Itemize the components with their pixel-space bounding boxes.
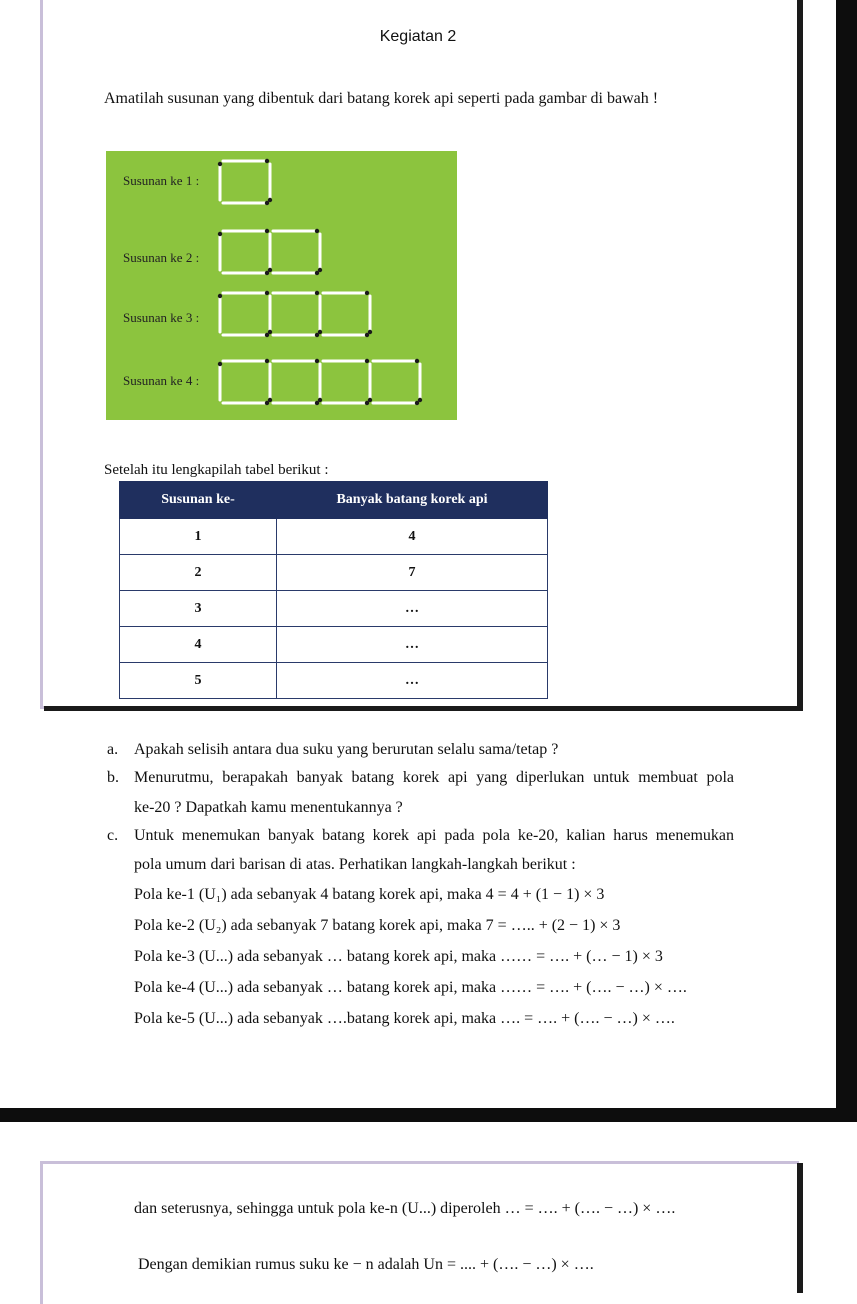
page-title: Kegiatan 2 <box>379 28 457 45</box>
pola-4: Pola ke-4 (U...) ada sebanyak … batang korek api, maka …… = …. + (…. − …) × …. <box>134 979 687 996</box>
matchstick-head <box>418 398 422 402</box>
question-c-line2: pola umum dari barisan di atas. Perhatikan langkah-langkah berikut : <box>134 856 576 873</box>
pola-1: Pola ke-1 (U₁) ada sebanyak 4 batang korek api, maka 4 = 4 + (1 − 1) × 3 <box>134 886 605 903</box>
matchstick-head <box>365 359 369 363</box>
matchstick-head <box>265 159 269 163</box>
matchstick-head <box>265 359 269 363</box>
page2-line2: Dengan demikian rumus suku ke − n adalah Un = .... + (…. − …) × …. <box>138 1256 594 1273</box>
figure-label-3: Susunan ke 3 : <box>123 310 200 325</box>
question-b-letter: b. <box>107 769 119 786</box>
matchstick-table <box>119 481 548 699</box>
page-2 <box>40 1161 799 1304</box>
question-a: Apakah selisih antara dua suku yang berurutan selalu sama/tetap ? <box>134 741 559 758</box>
question-b-line1: Menurutmu, berapakah banyak batang korek api yang diperlukan untuk membuat pola <box>134 769 734 786</box>
table-cell-banyak: 7 <box>277 555 548 591</box>
matchstick-head <box>318 398 322 402</box>
matchstick-head <box>315 229 319 233</box>
matchstick-head <box>318 268 322 272</box>
figure-label-1: Susunan ke 1 : <box>123 173 200 188</box>
matchstick-head <box>218 294 222 298</box>
page2-line1: dan seterusnya, sehingga untuk pola ke-n (U...) diperoleh … = …. + (…. − …) × …. <box>134 1200 676 1217</box>
matchstick-drawing <box>106 151 457 420</box>
table-row <box>120 663 548 699</box>
table-cell-susunan: 1 <box>120 519 277 555</box>
matchstick-head <box>268 268 272 272</box>
viewer-side-strip <box>836 0 857 1108</box>
table-cell-banyak: … <box>277 663 548 699</box>
matchstick-head <box>318 330 322 334</box>
question-a-letter: a. <box>107 741 119 758</box>
matchstick-head <box>218 362 222 366</box>
pola-5: Pola ke-5 (U...) ada sebanyak ….batang korek api, maka …. = …. + (…. − …) × …. <box>134 1010 675 1027</box>
col-header-banyak: Banyak batang korek api <box>277 482 548 519</box>
question-b-line2: ke-20 ? Dapatkah kamu menentukannya ? <box>134 799 403 816</box>
table-cell-susunan: 2 <box>120 555 277 591</box>
pola-3: Pola ke-3 (U...) ada sebanyak … batang korek api, maka …… = …. + (… − 1) × 3 <box>134 948 663 965</box>
table-row <box>120 519 548 555</box>
matchstick-head <box>265 229 269 233</box>
matchstick-head <box>268 330 272 334</box>
matchstick-head <box>268 198 272 202</box>
question-c-line1: Untuk menemukan banyak batang korek api pada pola ke-20, kalian harus menemukan <box>134 827 734 844</box>
table-cell-banyak: … <box>277 591 548 627</box>
intro-text: Amatilah susunan yang dibentuk dari batang korek api seperti pada gambar di bawah ! <box>104 90 659 107</box>
matchstick-head <box>315 359 319 363</box>
table-cell-banyak: … <box>277 627 548 663</box>
matchstick-head <box>218 232 222 236</box>
table-cell-susunan: 4 <box>120 627 277 663</box>
pola-2: Pola ke-2 (U₂) ada sebanyak 7 batang korek api, maka 7 = ….. + (2 − 1) × 3 <box>134 917 621 934</box>
table-row <box>120 591 548 627</box>
matchstick-head <box>415 359 419 363</box>
table-header-row <box>120 482 548 519</box>
figure-label-2: Susunan ke 2 : <box>123 250 200 265</box>
table-cell-susunan: 5 <box>120 663 277 699</box>
table-row <box>120 555 548 591</box>
matchstick-head <box>365 291 369 295</box>
question-c-letter: c. <box>107 827 119 844</box>
matchstick-head <box>218 162 222 166</box>
matchstick-head <box>368 330 372 334</box>
matchstick-head <box>268 398 272 402</box>
table-row <box>120 627 548 663</box>
figure-label-4: Susunan ke 4 : <box>123 373 200 388</box>
matchstick-head <box>368 398 372 402</box>
table-cell-susunan: 3 <box>120 591 277 627</box>
page-separator <box>0 1108 857 1122</box>
table-caption: Setelah itu lengkapilah tabel berikut : <box>104 462 329 478</box>
matchstick-head <box>315 291 319 295</box>
matchstick-head <box>265 291 269 295</box>
page-frame-shadow-bottom <box>44 706 802 711</box>
matchstick-figure <box>106 151 457 420</box>
page-frame-shadow-right <box>797 0 803 711</box>
table-cell-banyak: 4 <box>277 519 548 555</box>
page-2-shadow <box>797 1163 803 1293</box>
col-header-susunan: Susunan ke- <box>120 482 277 519</box>
